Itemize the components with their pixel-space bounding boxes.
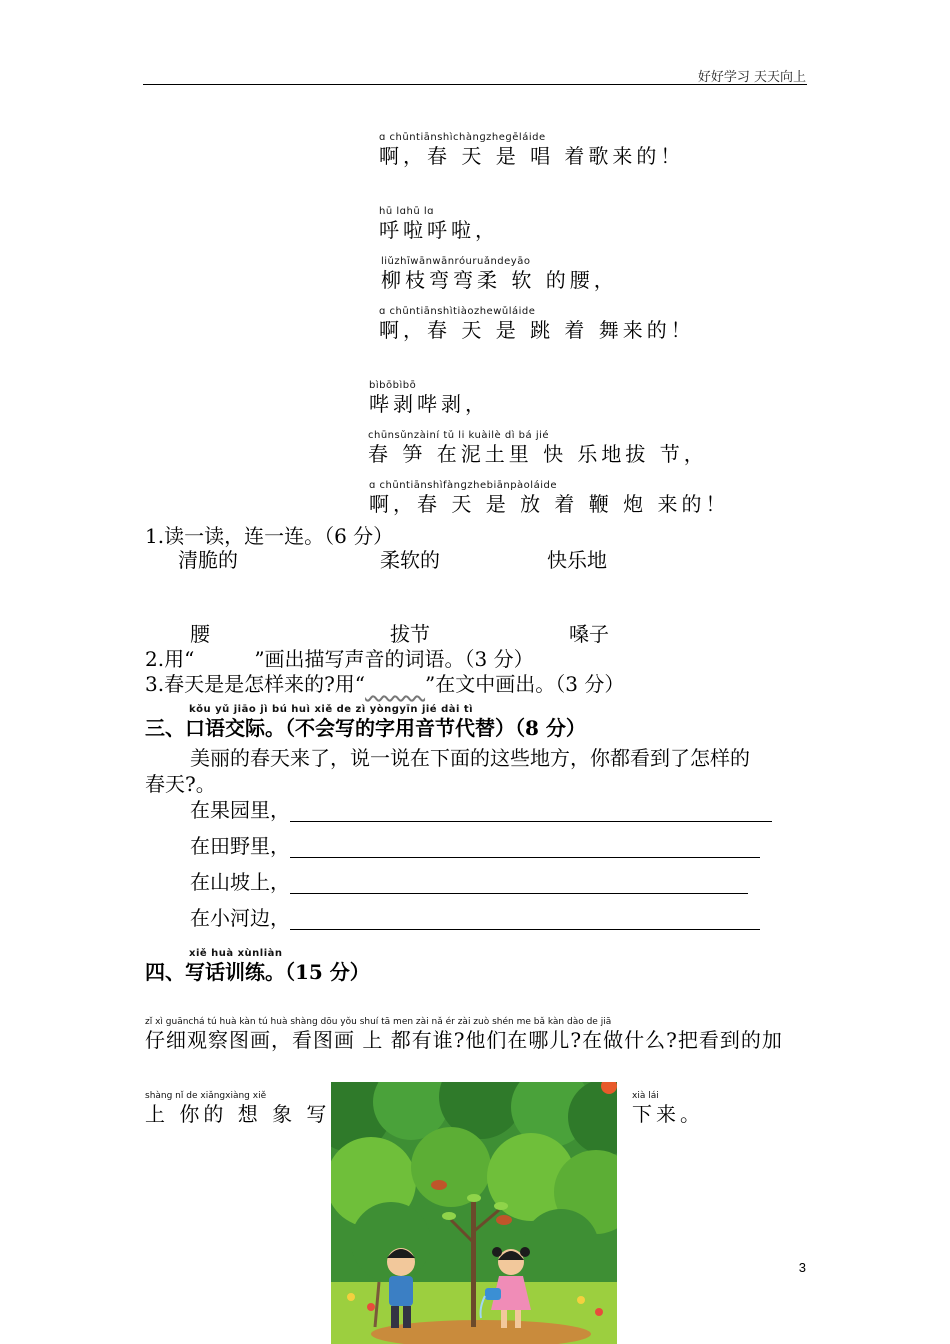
page-number: 3 [798,1260,806,1275]
poem-line [368,430,708,466]
pinyin: xiě huà xùnliàn [189,948,283,959]
question-2 [145,647,534,671]
illustration-svg [331,1082,617,1344]
hanzi: 呼啦呼啦， [379,218,499,242]
header-rule [143,84,807,85]
place-label: 在田野里， [190,834,290,858]
pinyin: liǔzhīwānwānróuruǎndeyāo [381,256,531,267]
pinyin: zǐ xì guānchá tú huà kàn tú huà shàng dōu yǒu shuí tā men zài nǎ ér zài zuò shén me bǎ kàn dào de jiā [145,1017,612,1027]
match-word-top[interactable]: 清脆的 [178,548,238,572]
pinyin: bìbōbìbō [369,380,417,391]
section-title: 三、口语交际。（不会写的字用音节代替）（8 分） [145,716,586,740]
hanzi: 啊，春 天 是 放 着 鞭 炮 来的！ [369,492,730,516]
header-motto: 好好学习 天天向上 [697,70,806,85]
pinyin: hū lɑhū lɑ [379,206,434,217]
straight-underline-mark [194,647,254,671]
place-label: 在果园里， [190,798,290,822]
pinyin: shàng nǐ de xiǎngxiàng xiě [145,1091,267,1101]
hanzi: 啊，春 天 是 唱 着歌来的！ [379,144,685,168]
writing-prompt-line-2-end [632,1090,704,1126]
answer-line[interactable] [290,911,760,930]
hanzi: 啊，春 天 是 跳 着 舞来的！ [379,318,695,342]
answer-line[interactable] [290,875,748,894]
pinyin: kǒu yǔ jiāo jì bú huì xiě de zì yòngyīn jié dài tì [189,704,474,715]
section-title: 四、写话训练。（15 分） [145,960,370,984]
poem-line [379,206,499,242]
oral-prompt-cont: 春天?。 [145,772,216,796]
match-word-bottom[interactable]: 拔节 [390,622,430,646]
illustration-children-planting-tree [331,1082,617,1344]
section-3-heading [145,704,586,740]
match-word-top[interactable]: 柔软的 [380,548,440,572]
hanzi: 哔剥哔剥， [369,392,489,416]
hanzi: 上 你的 想 象 写 [145,1102,331,1126]
question-2-suffix: ”画出描写声音的词语。（3 分） [254,647,534,671]
oral-prompt: 美丽的春天来了，说一说在下面的这些地方，你都看到了怎样的 [190,746,750,770]
question-3 [145,672,624,696]
pinyin: ɑ chūntiānshìfànɡzhebiānpàoláide [369,480,557,491]
answer-line[interactable] [290,839,760,858]
pinyin: chūnsǔnzàiní tǔ li kuàilè dì bá jié [368,430,550,441]
hanzi: 仔细观察图画，看图画 上 都有谁?他们在哪儿?在做什么?把看到的加 [145,1028,783,1052]
match-word-bottom[interactable]: 嗓子 [569,622,609,646]
match-word-bottom[interactable]: 腰 [190,622,210,646]
answer-row-orchard [190,798,772,822]
poem-line [369,480,730,516]
hanzi: 下来。 [632,1102,704,1126]
answer-row-field [190,834,760,858]
hanzi: 春 笋 在泥土里 快 乐地拔 节， [368,442,708,466]
question-2-prefix: 2.用“ [145,647,195,671]
answer-row-hillside [190,870,748,894]
section-4-heading [145,948,370,984]
poem-line [369,380,489,416]
wavy-underline-mark [365,672,425,696]
poem-line [379,132,684,168]
writing-prompt-line-1 [145,1016,783,1052]
hanzi: 柳枝弯弯柔 软 的腰， [381,268,618,292]
place-label: 在小河边， [190,906,290,930]
question-1: 1.读一读，连一连。（6 分） [145,524,394,548]
place-label: 在山坡上， [190,870,290,894]
answer-row-river [190,906,760,930]
pinyin: ɑ chūntiānshìtiàozhewǔláide [379,306,536,317]
match-word-top[interactable]: 快乐地 [547,548,607,572]
poem-line [381,256,618,292]
pinyin: xià lái [632,1091,659,1101]
answer-line[interactable] [290,803,772,822]
question-3-suffix: ”在文中画出。（3 分） [425,672,625,696]
writing-prompt-line-2 [145,1090,330,1126]
question-3-prefix: 3.春天是是怎样来的?用“ [145,672,366,696]
poem-line [379,306,695,342]
pinyin: ɑ chūntiānshìchànɡzheɡēláide [379,132,546,143]
